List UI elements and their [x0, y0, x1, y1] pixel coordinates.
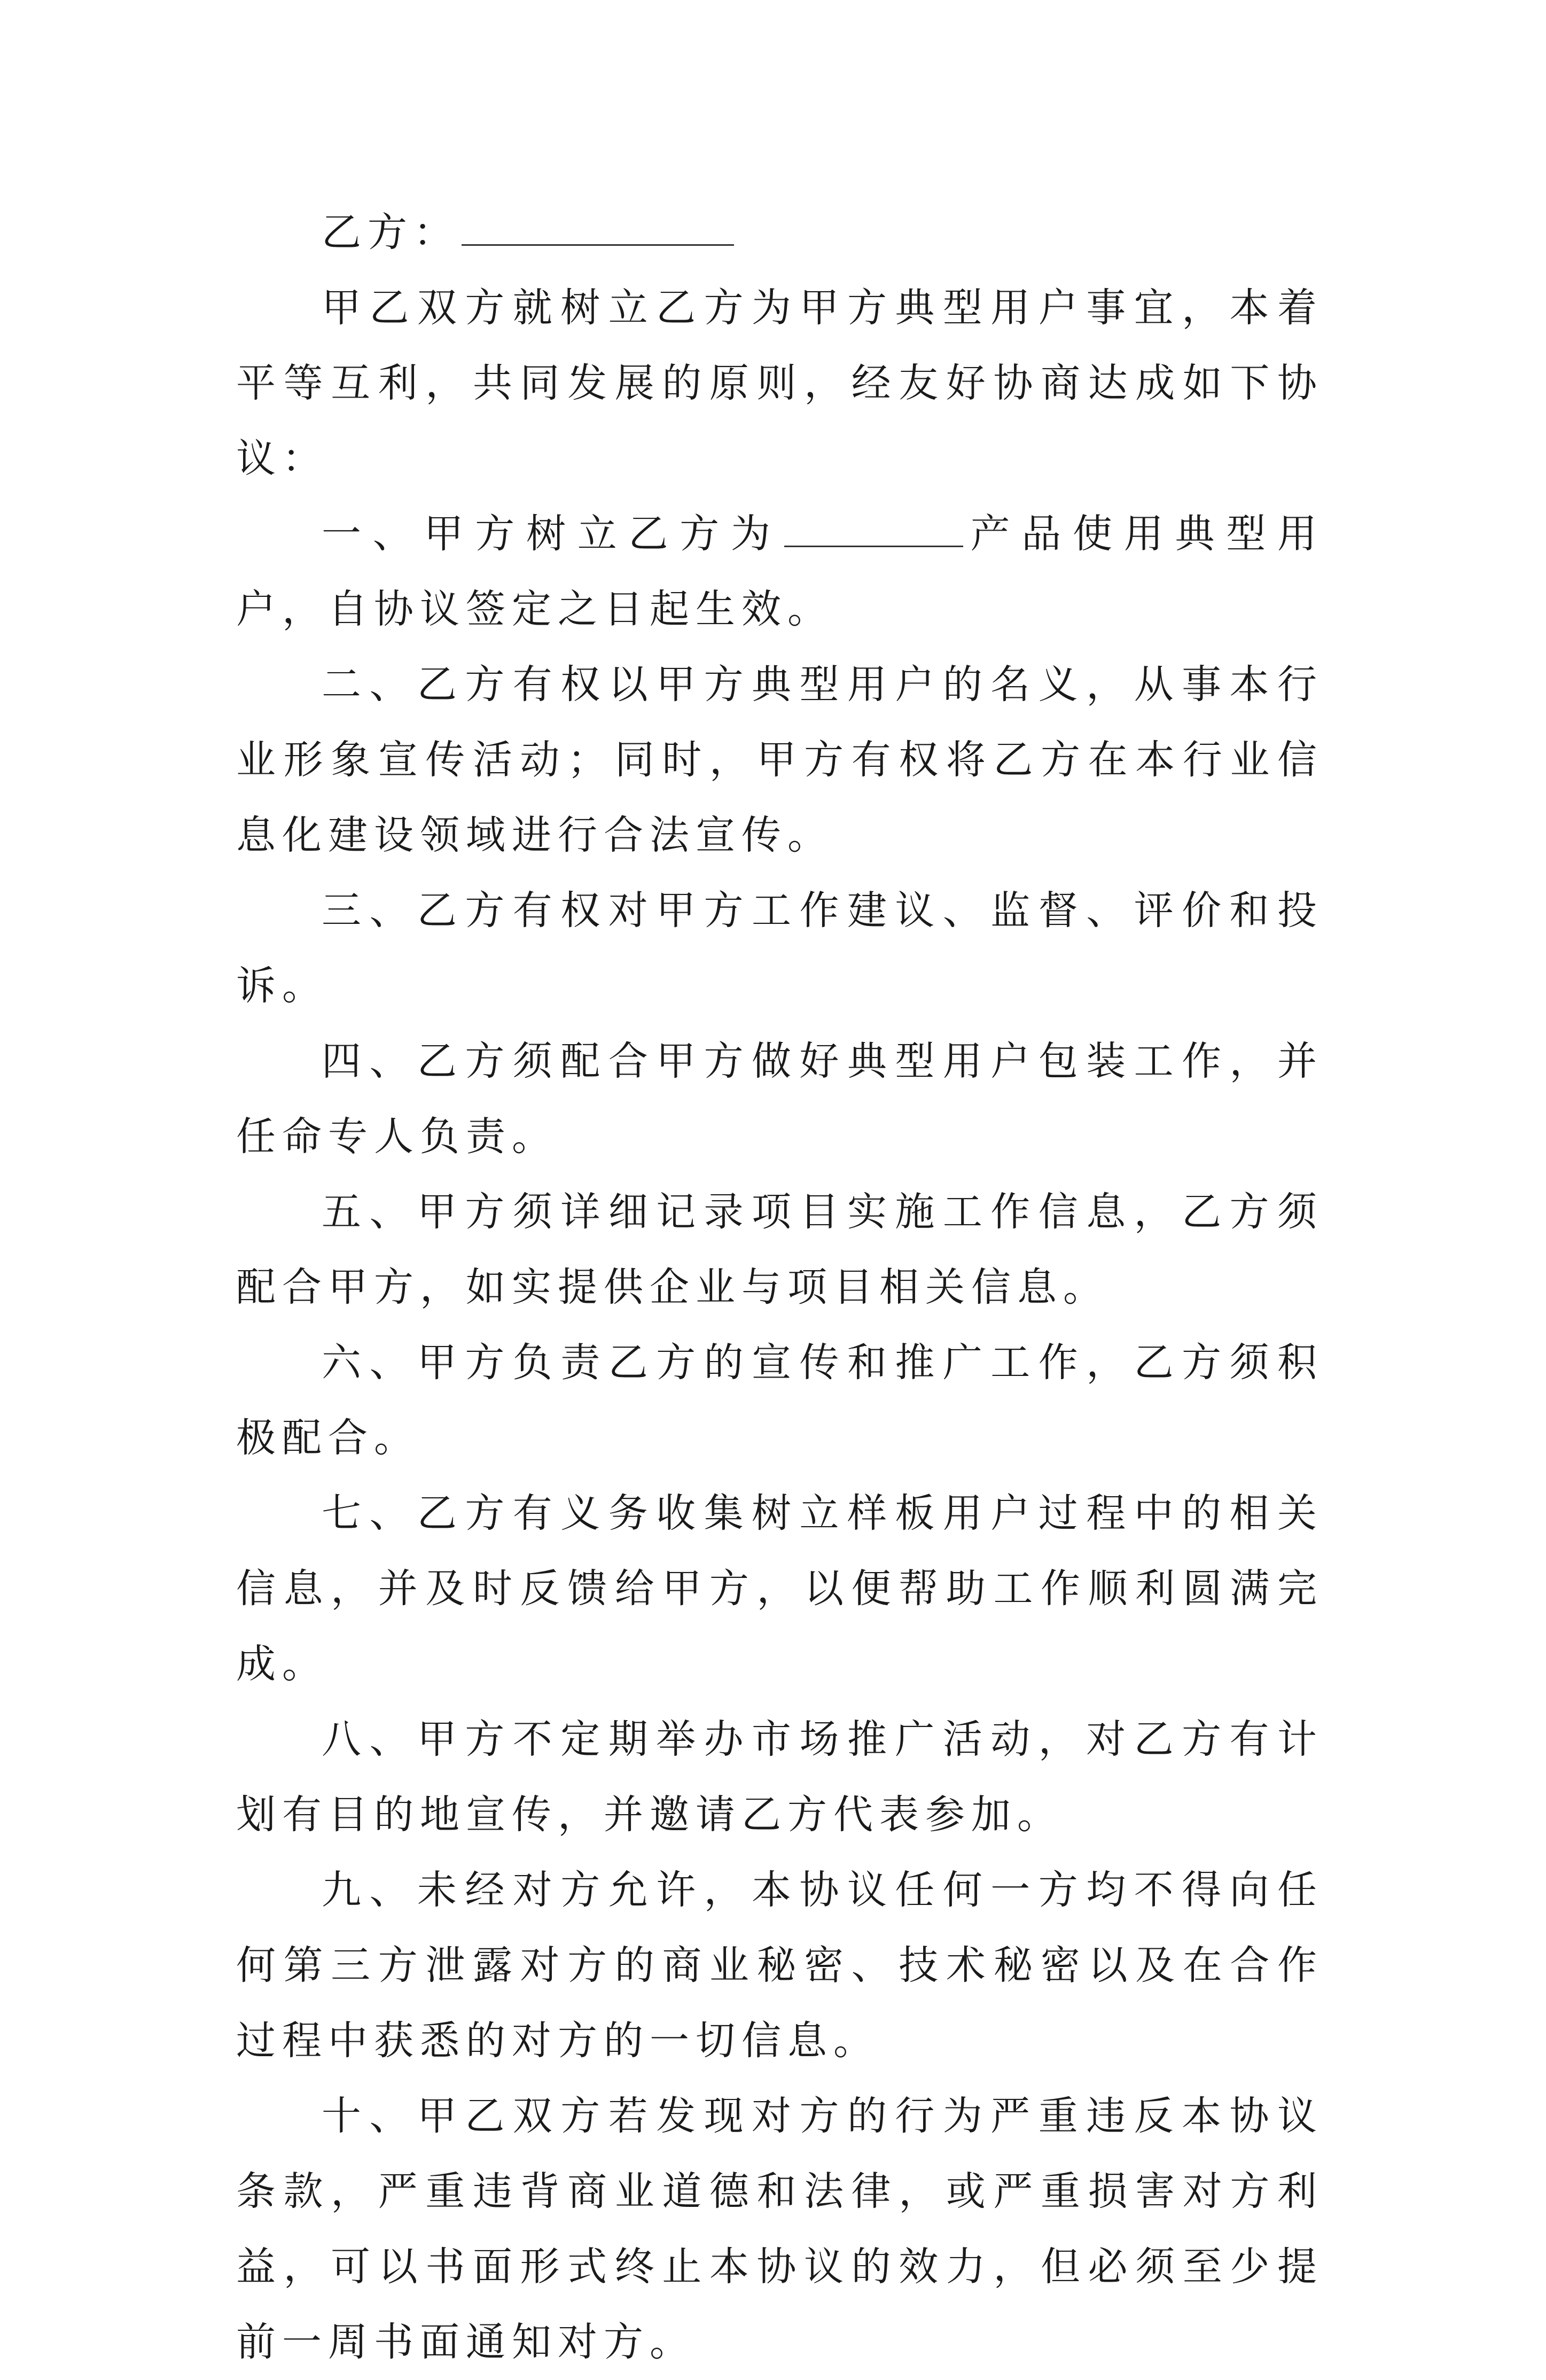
party-b-name-blank[interactable] [462, 211, 734, 246]
party-b-line [236, 195, 1323, 270]
product-name-blank[interactable] [784, 512, 963, 547]
clause-4: 四、乙方须配合甲方做好典型用户包装工作，并任命专人负责。 [236, 1038, 1323, 1160]
clause-1 [236, 496, 1323, 647]
clause-10: 十、甲乙双方若发现对方的行为严重违反本协议条款，严重违背商业道德和法律，或严重损害对方利益，可以书面形式终止本协议的效力，但必须至少提前一周书面通知对方。 [236, 2093, 1323, 2365]
clause-3: 三、乙方有权对甲方工作建议、监督、评价和投诉。 [236, 888, 1323, 1009]
clause-9: 九、未经对方允许，本协议任何一方均不得向任何第三方泄露对方的商业秘密、技术秘密以及在合作过程中获悉的对方的一切信息。 [236, 1867, 1323, 2064]
agreement-body [236, 195, 1323, 2380]
clause-1-after: 产品使用典型用户，自协议签定之日起生效。 [236, 511, 1323, 632]
party-b-label: 乙方： [322, 209, 459, 255]
intro-paragraph: 甲乙双方就树立乙方为甲方典型用户事宜，本着平等互利，共同发展的原则，经友好协商达成如下协议： [236, 285, 1323, 481]
clause-1-before: 一、甲方树立乙方为 [322, 511, 782, 557]
clause-2: 二、乙方有权以甲方典型用户的名义，从事本行业形象宣传活动；同时，甲方有权将乙方在本行业信息化建设领域进行合法宣传。 [236, 662, 1323, 858]
clause-5: 五、甲方须详细记录项目实施工作信息，乙方须配合甲方，如实提供企业与项目相关信息。 [236, 1189, 1323, 1310]
clause-7: 七、乙方有义务收集树立样板用户过程中的相关信息，并及时反馈给甲方，以便帮助工作顺利圆满完成。 [236, 1490, 1323, 1687]
clause-8: 八、甲方不定期举办市场推广活动，对乙方有计划有目的地宣传，并邀请乙方代表参加。 [236, 1716, 1323, 1838]
clause-6: 六、甲方负责乙方的宣传和推广工作，乙方须积极配合。 [236, 1340, 1323, 1461]
